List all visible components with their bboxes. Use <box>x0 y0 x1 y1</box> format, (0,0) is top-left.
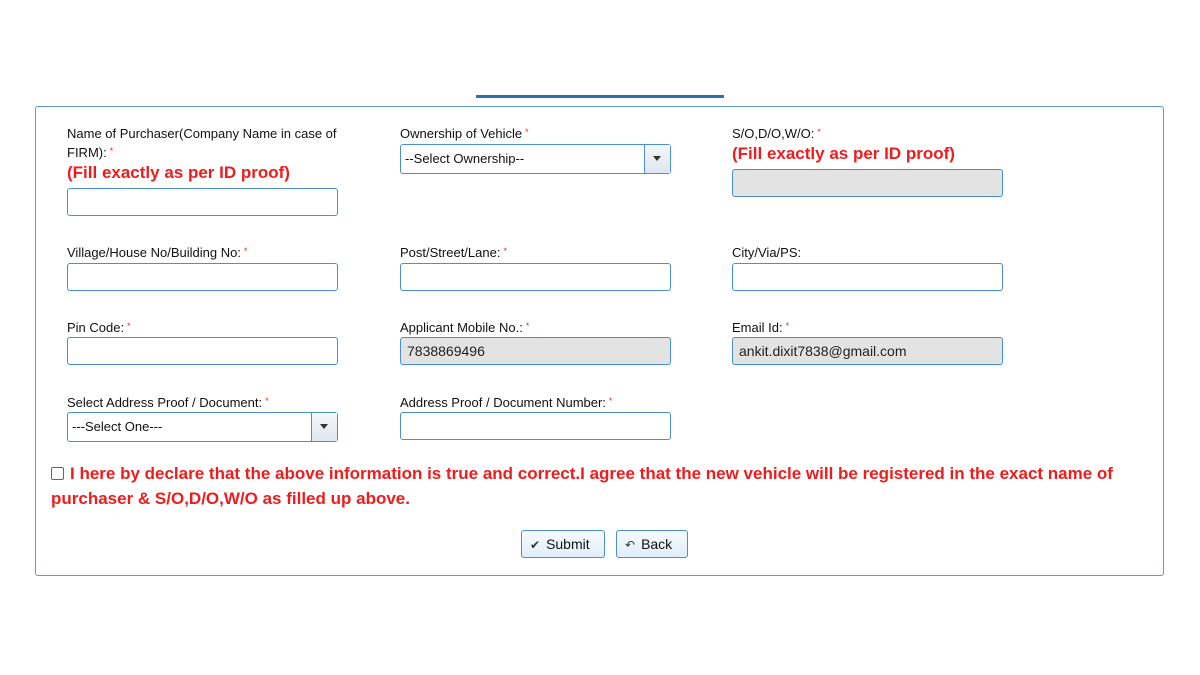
ownership-label-block <box>400 124 529 143</box>
back-button[interactable] <box>616 530 688 558</box>
required-marker: * <box>817 127 821 137</box>
required-marker: * <box>265 396 269 406</box>
city-label-block <box>732 243 801 262</box>
check-icon: ✔ <box>530 538 541 552</box>
required-marker: * <box>127 321 131 331</box>
submit-button[interactable] <box>521 530 605 558</box>
email-label: Email Id: <box>732 320 783 335</box>
required-marker: * <box>785 321 790 331</box>
declaration-text: I here by declare that the above information is true and correct.I agree that the new vehicle will be registered in the exact name of purchaser & S/O,D/O,W/O as filled up above. <box>51 464 1113 508</box>
mobile-label-block <box>400 318 529 337</box>
email-input[interactable] <box>732 337 1003 365</box>
mobile-input[interactable] <box>400 337 671 365</box>
address-proof-select[interactable] <box>67 412 338 442</box>
street-input[interactable] <box>400 263 671 291</box>
declaration-block <box>51 461 1151 511</box>
document-number-label-block <box>400 393 612 412</box>
ownership-label: Ownership of Vehicle <box>400 126 523 141</box>
relation-label: S/O,D/O,W/O: <box>732 126 815 141</box>
required-marker: * <box>525 127 529 137</box>
pin-label-block <box>67 318 131 337</box>
document-number-input[interactable] <box>400 412 671 440</box>
purchaser-name-input[interactable] <box>67 188 338 216</box>
required-marker: * <box>525 321 530 331</box>
city-input[interactable] <box>732 263 1003 291</box>
email-label-block <box>732 318 789 337</box>
purchaser-name-label-line2: FIRM): <box>67 145 107 160</box>
village-input[interactable] <box>67 263 338 291</box>
pin-label: Pin Code: <box>67 320 125 335</box>
required-marker: * <box>109 146 114 156</box>
undo-arrow-icon: ↶ <box>625 538 636 552</box>
relation-note: (Fill exactly as per ID proof) <box>732 144 955 163</box>
purchaser-name-note: (Fill exactly as per ID proof) <box>67 163 290 182</box>
village-label: Village/House No/Building No: <box>67 245 241 260</box>
purchaser-name-label-block <box>67 124 367 184</box>
relation-label-block <box>732 124 1032 165</box>
declaration-checkbox[interactable] <box>51 467 64 480</box>
pin-input[interactable] <box>67 337 338 365</box>
caret-down-icon[interactable] <box>311 413 337 441</box>
required-marker: * <box>503 246 507 256</box>
back-label: Back <box>641 536 673 552</box>
street-label-block <box>400 243 507 262</box>
tab-underline <box>476 95 724 98</box>
caret-down-icon[interactable] <box>644 145 670 173</box>
address-proof-label-block <box>67 393 269 412</box>
address-proof-selected-value: ---Select One--- <box>72 419 163 434</box>
required-marker: * <box>608 396 613 406</box>
required-marker: * <box>243 246 248 256</box>
address-proof-label: Select Address Proof / Document: <box>67 395 263 410</box>
city-label: City/Via/PS: <box>732 245 802 260</box>
ownership-selected-value: --Select Ownership-- <box>405 151 525 166</box>
document-number-label: Address Proof / Document Number: <box>400 395 606 410</box>
submit-label: Submit <box>546 536 590 552</box>
mobile-label: Applicant Mobile No.: <box>400 320 523 335</box>
purchaser-name-label-line1: Name of Purchaser(Company Name in case of <box>67 126 337 141</box>
ownership-select[interactable] <box>400 144 671 174</box>
village-label-block <box>67 243 247 262</box>
street-label: Post/Street/Lane: <box>400 245 501 260</box>
relation-input[interactable] <box>732 169 1003 197</box>
